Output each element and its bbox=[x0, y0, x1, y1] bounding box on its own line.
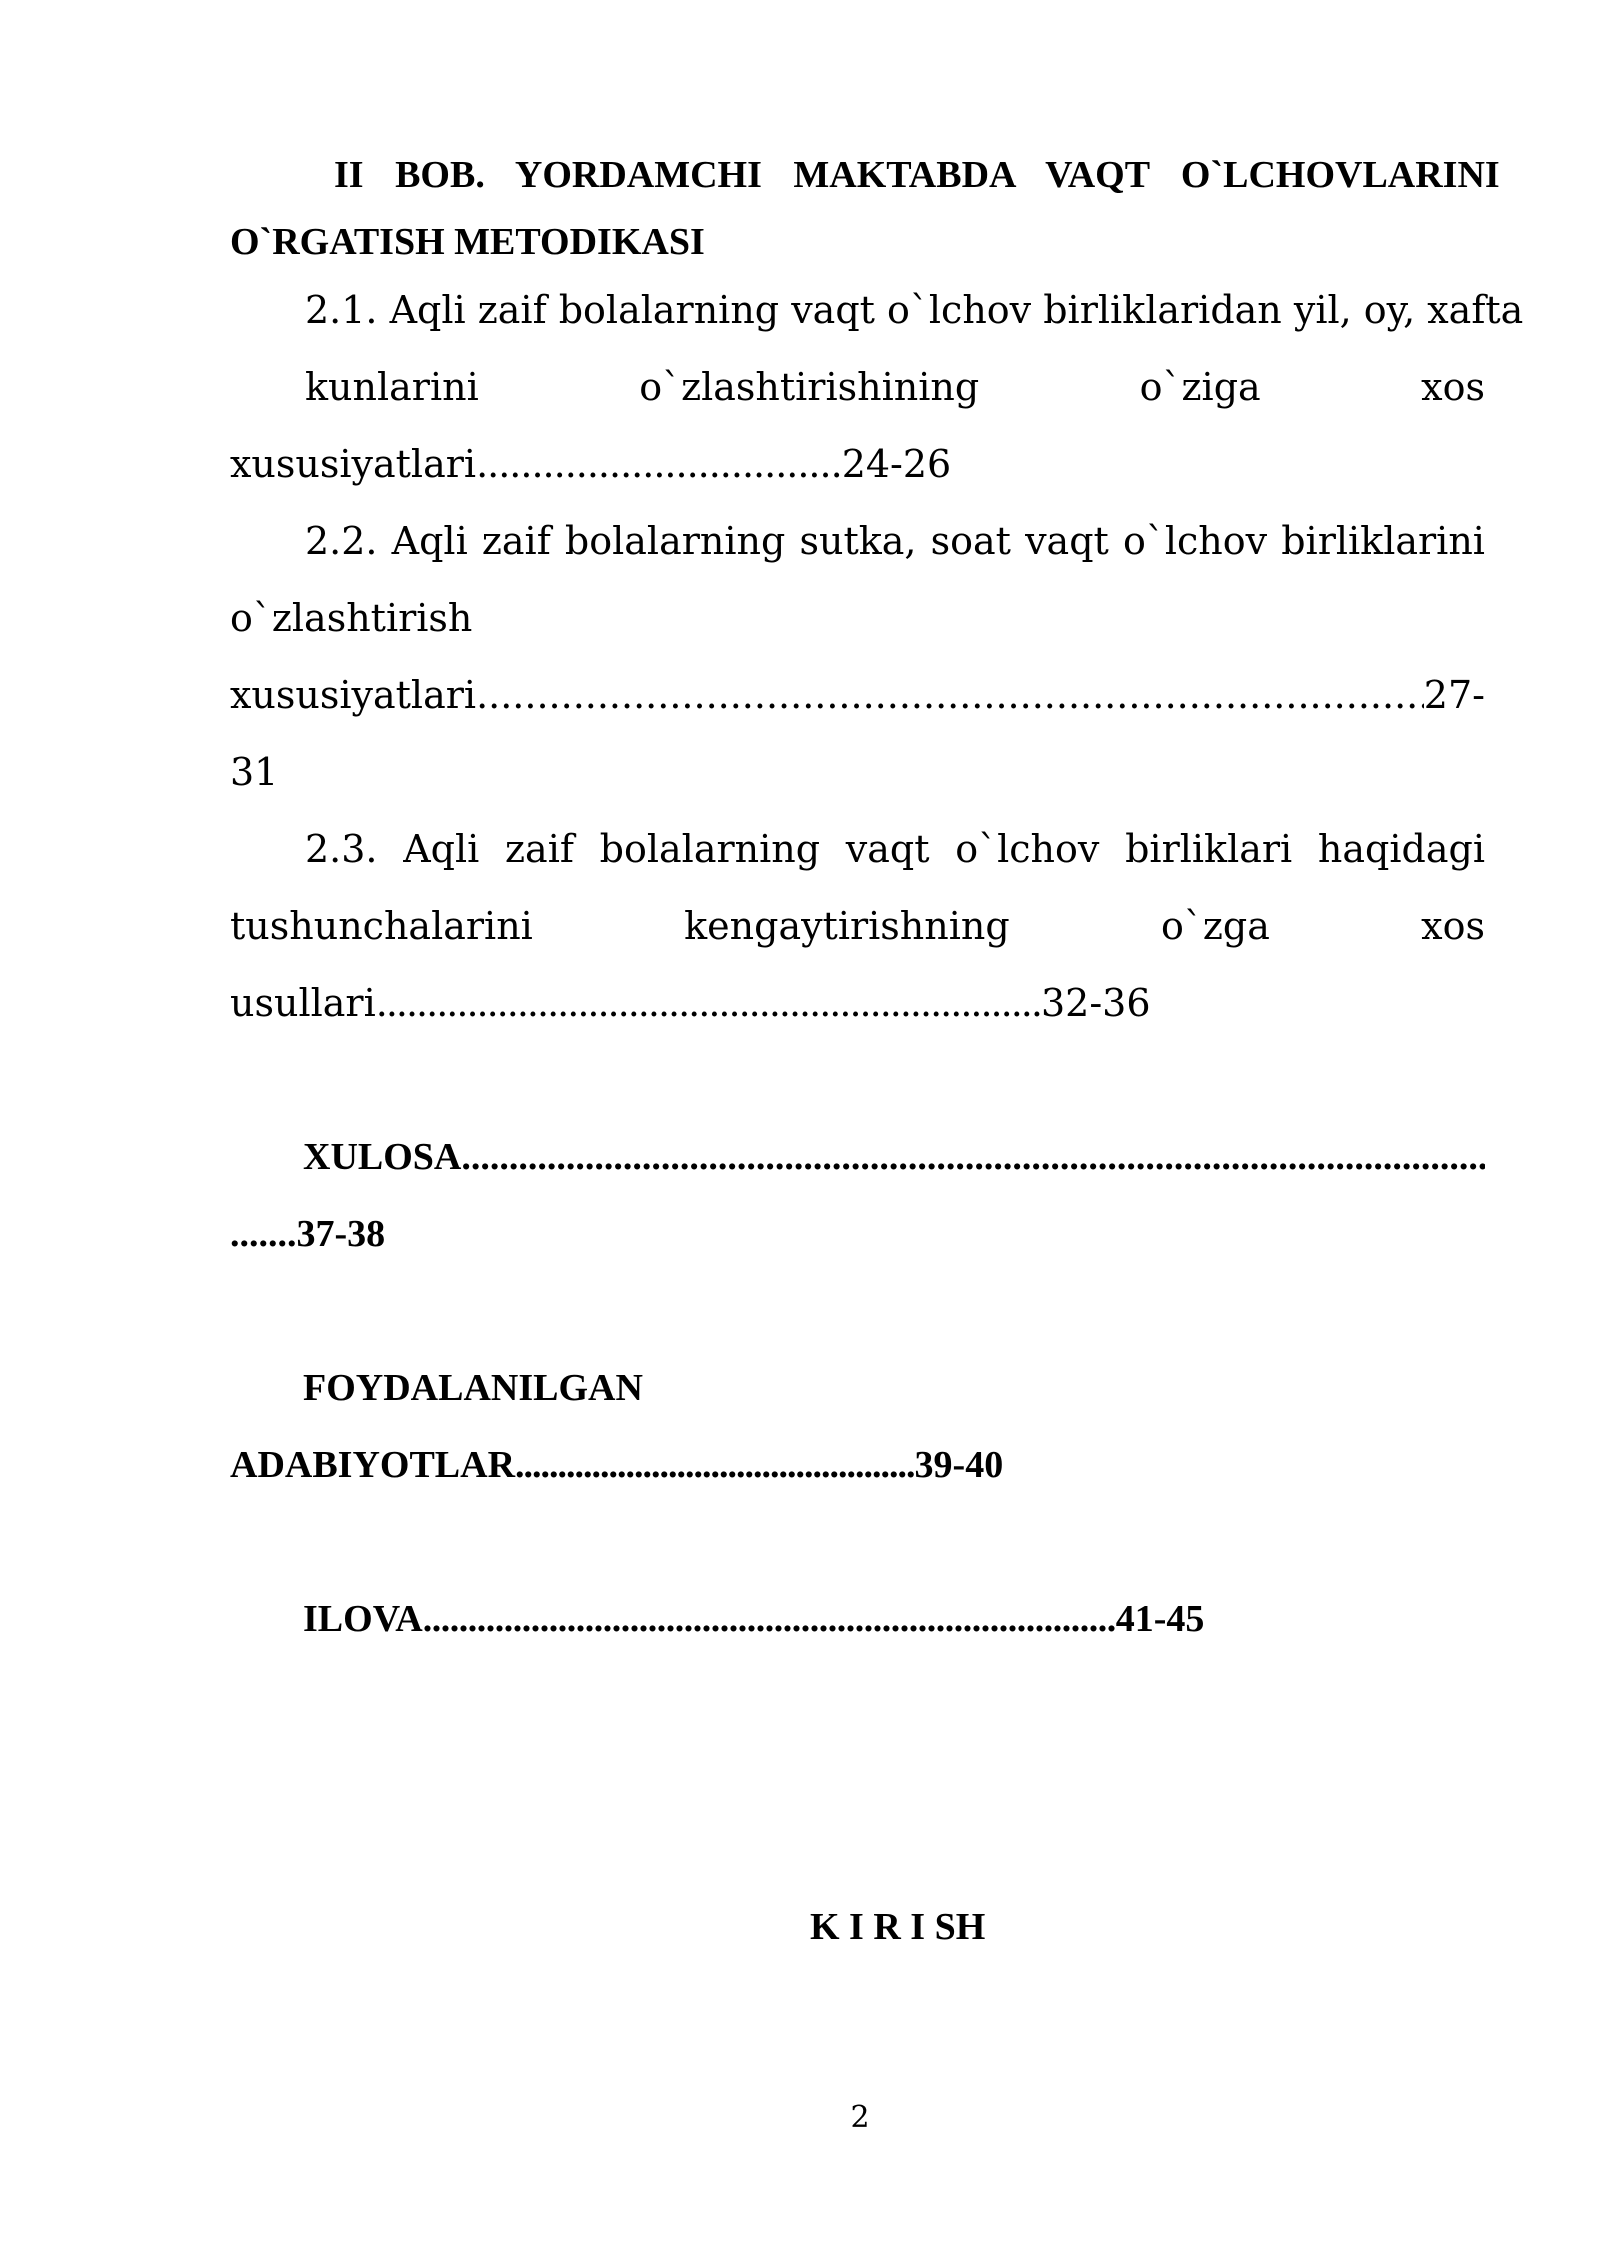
leader-dots: ................................. bbox=[476, 442, 842, 486]
toc-item-2-1-line-2[interactable] bbox=[305, 363, 1485, 411]
toc-word: birliklari bbox=[1125, 827, 1293, 871]
leader-dots: ....... bbox=[230, 1213, 297, 1255]
toc-word: tushunchalarini bbox=[230, 904, 533, 948]
toc-word: soat bbox=[930, 519, 1011, 563]
toc-word: o`zlashtirishining bbox=[639, 365, 980, 409]
toc-word: xos bbox=[1421, 365, 1485, 409]
toc-word: Aqli bbox=[403, 827, 480, 871]
toc-item-2-3-label: usullari bbox=[230, 981, 376, 1025]
toc-appendix-line[interactable] bbox=[303, 1595, 1204, 1643]
chapter-heading-text-1: II BOB. YORDAMCHI MAKTABDA VAQT O`LCHOVLARINI bbox=[334, 154, 1500, 196]
toc-item-2-3-pages: 32-36 bbox=[1040, 981, 1151, 1025]
toc-item-2-1-label: xususiyatlari bbox=[230, 442, 477, 486]
toc-word: xos bbox=[1421, 904, 1485, 948]
toc-item-2-2-line-4[interactable]: 31 bbox=[230, 750, 279, 794]
toc-word: vaqt bbox=[1025, 519, 1109, 563]
toc-item-2-2-label: xususiyatlari bbox=[230, 673, 477, 717]
toc-word: zaif bbox=[505, 827, 574, 871]
toc-conclusion-line-1[interactable] bbox=[303, 1133, 1485, 1181]
leader-dots bbox=[461, 1133, 1485, 1181]
toc-references-pages: 39-40 bbox=[914, 1444, 1004, 1486]
leader-dots: ............................................... bbox=[515, 1444, 915, 1486]
section-title-kirish: K I R I SH bbox=[810, 1906, 986, 1948]
toc-word: Aqli bbox=[391, 519, 468, 563]
toc-word: vaqt bbox=[845, 827, 930, 871]
toc-item-2-3-line-2[interactable] bbox=[230, 902, 1485, 950]
toc-word: bolalarning bbox=[564, 519, 786, 563]
toc-references-line-1[interactable]: FOYDALANILGAN bbox=[303, 1367, 643, 1409]
toc-word: 2.3. bbox=[305, 827, 378, 871]
page-number: 2 bbox=[850, 2100, 870, 2135]
toc-word: kunlarini bbox=[305, 365, 479, 409]
toc-references-line-2[interactable] bbox=[230, 1441, 1003, 1489]
toc-word: sutka, bbox=[799, 519, 917, 563]
toc-word: o`ziga bbox=[1139, 365, 1261, 409]
toc-word: 2.2. bbox=[305, 519, 378, 563]
chapter-heading-line-1 bbox=[334, 151, 1500, 199]
toc-references-label: ADABIYOTLAR bbox=[230, 1444, 516, 1486]
toc-item-2-2-line-1[interactable] bbox=[305, 517, 1485, 565]
toc-appendix-pages: 41-45 bbox=[1115, 1598, 1205, 1640]
leader-dots: .................................................................. bbox=[375, 981, 1041, 1025]
toc-conclusion-line-2[interactable] bbox=[230, 1210, 385, 1258]
toc-word: kengaytirishning bbox=[684, 904, 1010, 948]
toc-item-2-2-pages: 27- bbox=[1423, 673, 1485, 717]
toc-item-2-3-line-3[interactable] bbox=[230, 979, 1151, 1027]
toc-word: bolalarning bbox=[599, 827, 821, 871]
toc-appendix-label: ILOVA bbox=[303, 1598, 423, 1640]
leader-dots: ............................................................................. bbox=[422, 1598, 1116, 1640]
toc-item-2-3-line-1[interactable] bbox=[305, 825, 1485, 873]
toc-item-2-1-line-3[interactable] bbox=[230, 440, 951, 488]
toc-word: o`lchov bbox=[955, 827, 1100, 871]
toc-word: birliklarini bbox=[1281, 519, 1485, 563]
toc-item-2-1-line-1[interactable]: 2.1. Aqli zaif bolalarning vaqt o`lchov birliklaridan yil, oy, xafta bbox=[305, 288, 1524, 332]
toc-word: zaif bbox=[481, 519, 551, 563]
toc-word: o`lchov bbox=[1122, 519, 1268, 563]
toc-conclusion-label: XULOSA bbox=[303, 1136, 462, 1178]
leader-dots bbox=[476, 671, 1424, 719]
chapter-heading-line-2: O`RGATISH METODIKASI bbox=[230, 221, 705, 263]
toc-item-2-2-line-3[interactable] bbox=[230, 671, 1485, 719]
toc-word: o`zga bbox=[1161, 904, 1270, 948]
toc-item-2-2-line-2[interactable]: o`zlashtirish bbox=[230, 596, 473, 640]
toc-item-2-1-pages: 24-26 bbox=[841, 442, 952, 486]
toc-conclusion-pages: 37-38 bbox=[296, 1213, 386, 1255]
toc-word: haqidagi bbox=[1317, 827, 1485, 871]
